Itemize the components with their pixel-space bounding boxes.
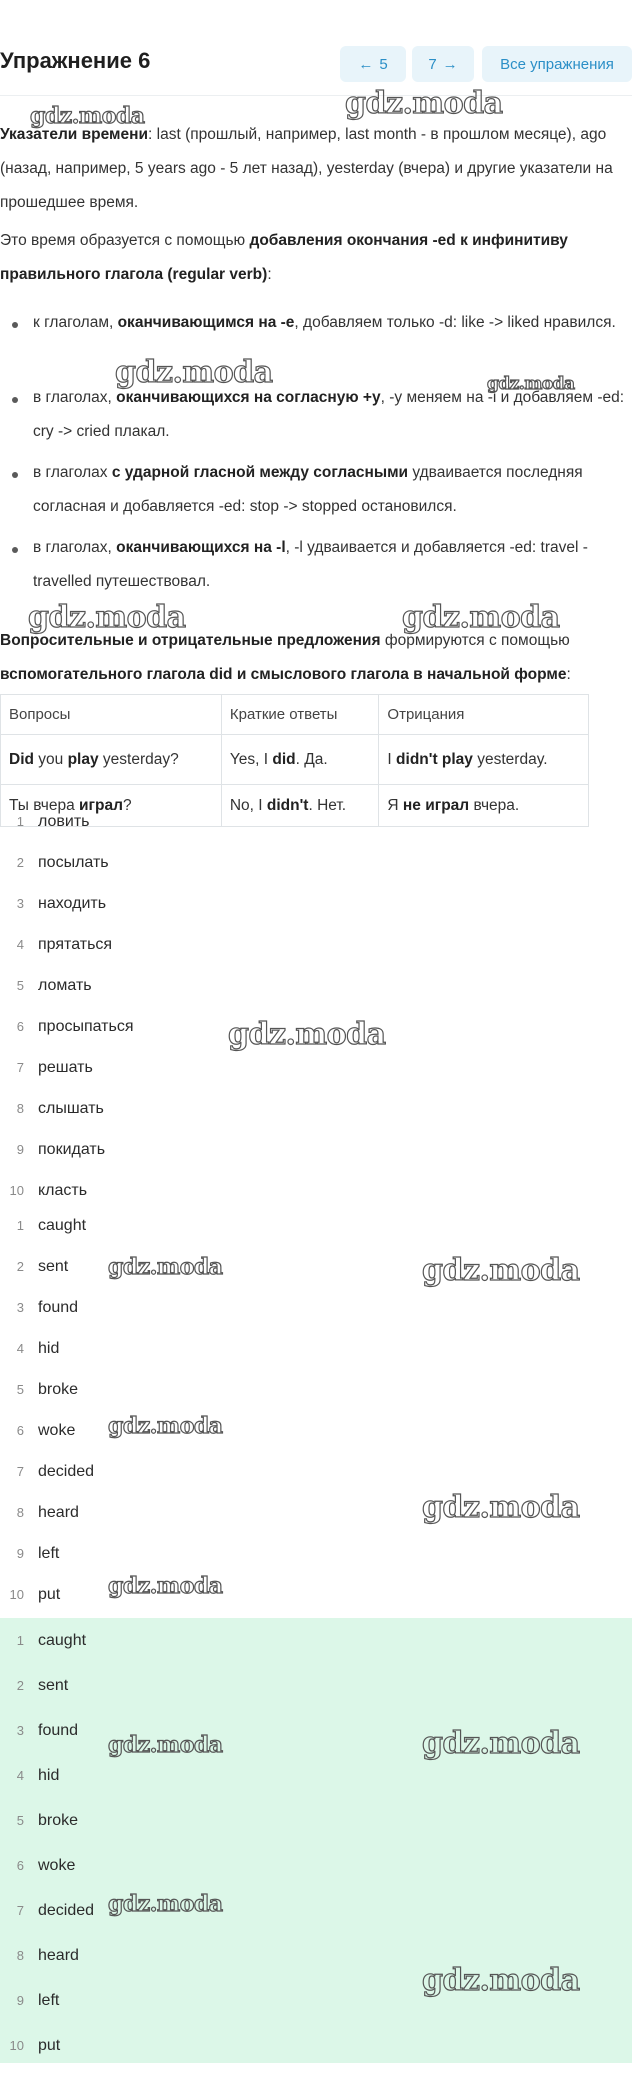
item-word: ломать <box>38 976 92 994</box>
rule-text: в глаголах <box>33 464 112 481</box>
time-markers-text: : last (прошлый, например, last month - в прошлом месяце), ago (назад, например, 5 years ago - 5 лет назад), yesterday (вчера) и другие указатели на прошедшее время. <box>0 126 613 211</box>
list-item <box>0 965 632 1006</box>
watermark: gdz.moda <box>28 600 186 635</box>
item-number: 7 <box>16 1060 24 1075</box>
questions-text: : <box>566 666 571 683</box>
watermark: gdz.moda <box>422 1490 580 1525</box>
cell-text: yesterday? <box>98 750 179 768</box>
item-word: found <box>38 1298 79 1316</box>
watermark: gdz.moda <box>228 1017 386 1052</box>
formation-bold: добавления окончания -ed к инфинитиву правильного глагола (regular verb) <box>0 232 568 283</box>
item-word: broke <box>38 1811 79 1829</box>
all-exercises-button[interactable]: Все упражнения <box>482 46 632 82</box>
table-header-cell: Вопросы <box>1 695 222 735</box>
list-item <box>0 801 632 842</box>
rule-text: , -y меняем на -i и добавляем -ed: cry -> cried плакал. <box>33 389 625 440</box>
list-item <box>0 1205 632 1246</box>
rule-text: в глаголах, <box>33 389 117 406</box>
watermark: gdz.moda <box>402 600 560 635</box>
item-word: просыпаться <box>38 1017 134 1035</box>
list-item <box>0 1287 632 1328</box>
watermark: gdz.moda <box>108 1254 223 1280</box>
item-number: 7 <box>16 1903 24 1918</box>
item-number: 4 <box>16 1768 24 1783</box>
list-item <box>0 1451 632 1492</box>
cell-bold: Did <box>9 750 34 768</box>
list-item <box>0 1574 632 1615</box>
item-number: 10 <box>9 1183 24 1198</box>
list-item <box>0 1047 632 1088</box>
item-number: 5 <box>16 1813 24 1828</box>
cell-text: No, I <box>229 796 267 814</box>
cell-text: . Да. <box>295 750 328 768</box>
item-word: caught <box>38 1631 87 1649</box>
rule-bold: оканчивающихся на согласную +y <box>116 389 381 406</box>
formation-paragraph <box>0 224 626 292</box>
item-number: 3 <box>16 1300 24 1315</box>
watermark: gdz.moda <box>108 1573 223 1599</box>
item-number: 7 <box>16 1464 24 1479</box>
watermark: gdz.moda <box>422 1253 580 1288</box>
rule-text: удваивается последняя согласная и добавляется -ed: stop -> stopped остановился. <box>33 464 583 515</box>
prev-exercise-button[interactable] <box>340 46 406 82</box>
rule-bold: с ударной гласной между согласными <box>111 464 409 481</box>
cell-text: yesterday. <box>472 750 548 768</box>
table-row <box>1 735 589 785</box>
item-number: 1 <box>16 814 24 829</box>
item-number: 2 <box>16 1678 24 1693</box>
rule-text: , -l удваивается и добавляется -ed: travel - travelled путешествовал. <box>33 539 588 590</box>
questions-bold: вспомогательного глагола did и смыслового глагола в начальной форме <box>0 666 567 683</box>
item-word: left <box>38 1544 60 1562</box>
item-number: 5 <box>16 1382 24 1397</box>
list-item <box>0 1328 632 1369</box>
cell-bold: play <box>67 750 99 768</box>
list-item <box>0 883 632 924</box>
answer-item <box>0 1618 632 1663</box>
item-number: 9 <box>16 1993 24 2008</box>
item-word: решать <box>38 1058 93 1076</box>
item-word: decided <box>38 1901 95 1919</box>
cell-text: you <box>33 750 68 768</box>
item-word: ловить <box>38 812 90 830</box>
item-number: 6 <box>16 1423 24 1438</box>
item-word: находить <box>38 894 107 912</box>
cell-bold: didn't <box>266 796 309 814</box>
cell-bold: did <box>272 750 296 768</box>
item-word: hid <box>38 1766 60 1784</box>
cell-text: ? <box>122 796 132 814</box>
item-number: 6 <box>16 1858 24 1873</box>
russian-word-list <box>0 801 632 1211</box>
arrow-left-icon: ← <box>358 55 374 73</box>
rule-bold: оканчивающихся на -l <box>116 539 286 556</box>
arrow-right-icon: → <box>442 55 458 73</box>
cell-bold: didn't play <box>396 750 473 768</box>
list-item <box>0 842 632 883</box>
cell-text: вчера. <box>469 796 520 814</box>
answer-item <box>0 1663 632 1708</box>
item-word: left <box>38 1991 60 2009</box>
bullet-dot <box>12 322 18 328</box>
cell-text: Я <box>387 796 403 814</box>
item-number: 9 <box>16 1546 24 1561</box>
item-number: 6 <box>16 1019 24 1034</box>
item-number: 4 <box>16 937 24 952</box>
item-word: heard <box>38 1503 79 1521</box>
item-number: 2 <box>16 1259 24 1274</box>
cell-text: . Нет. <box>308 796 347 814</box>
item-word: woke <box>38 1856 76 1874</box>
cell-text: I <box>387 750 397 768</box>
answer-item <box>0 1843 632 1888</box>
cell-text: Yes, I <box>229 750 273 768</box>
next-exercise-button[interactable] <box>412 46 474 82</box>
item-word: woke <box>38 1421 76 1439</box>
item-number: 10 <box>9 1587 24 1602</box>
item-word: caught <box>38 1216 87 1234</box>
prev-exercise-label: 5 <box>379 55 388 73</box>
rule-item <box>33 306 626 340</box>
table-cell <box>221 735 379 785</box>
item-word: put <box>38 2036 61 2054</box>
item-number: 1 <box>16 1633 24 1648</box>
bullet-dot <box>12 397 18 403</box>
table-header-cell: Краткие ответы <box>221 695 379 735</box>
table-cell <box>1 735 222 785</box>
rule-item <box>33 456 626 524</box>
item-number: 4 <box>16 1341 24 1356</box>
questions-text: формируются с помощью <box>380 632 570 649</box>
answer-item <box>0 2023 632 2068</box>
item-number: 5 <box>16 978 24 993</box>
watermark: gdz.moda <box>108 1891 223 1917</box>
list-item <box>0 1369 632 1410</box>
questions-bold: Вопросительные и отрицательные предложения <box>0 632 381 649</box>
item-number: 2 <box>16 855 24 870</box>
item-word: посылать <box>38 853 109 871</box>
answer-item <box>0 1798 632 1843</box>
rule-text: , добавляем только -d: like -> liked нравился. <box>294 314 616 331</box>
table-header-cell: Отрицания <box>379 695 589 735</box>
item-word: heard <box>38 1946 79 1964</box>
list-item <box>0 1088 632 1129</box>
watermark: gdz.moda <box>345 86 503 121</box>
bullet-dot <box>12 547 18 553</box>
formation-suffix: : <box>267 266 272 283</box>
time-markers-label: Указатели времени <box>0 126 149 143</box>
watermark: gdz.moda <box>30 103 145 129</box>
item-number: 10 <box>9 2038 24 2053</box>
item-word: слышать <box>38 1099 104 1117</box>
item-word: broke <box>38 1380 79 1398</box>
item-number: 3 <box>16 1723 24 1738</box>
item-word: hid <box>38 1339 60 1357</box>
item-number: 3 <box>16 896 24 911</box>
table-cell <box>379 735 589 785</box>
item-number: 9 <box>16 1142 24 1157</box>
item-word: прятаться <box>38 935 113 953</box>
cell-text: Ты вчера <box>9 796 80 814</box>
watermark: gdz.moda <box>115 355 273 390</box>
bullet-dot <box>12 472 18 478</box>
item-word: покидать <box>38 1140 106 1158</box>
watermark: gdz.moda <box>422 1726 580 1761</box>
item-word: found <box>38 1721 79 1739</box>
list-item <box>0 1129 632 1170</box>
list-item <box>0 1533 632 1574</box>
item-number: 1 <box>16 1218 24 1233</box>
cell-bold: играл <box>79 796 123 814</box>
next-exercise-label: 7 <box>428 55 437 73</box>
answer-item <box>0 1888 632 1933</box>
time-markers-paragraph <box>0 118 626 220</box>
cell-bold: не играл <box>402 796 470 814</box>
formation-prefix: Это время образуется с помощью <box>0 232 250 249</box>
rule-bold: оканчивающимся на -e <box>117 314 295 331</box>
item-word: sent <box>38 1676 69 1694</box>
page-title: Упражнение 6 <box>0 48 151 73</box>
item-word: sent <box>38 1257 69 1275</box>
watermark: gdz.moda <box>422 1963 580 1998</box>
item-number: 8 <box>16 1505 24 1520</box>
exercise-header <box>0 0 632 96</box>
theory-block <box>0 96 632 814</box>
rule-text: в глаголах, <box>33 539 117 556</box>
item-word: put <box>38 1585 61 1603</box>
item-word: класть <box>38 1181 88 1199</box>
table-header-row <box>1 695 589 735</box>
item-number: 8 <box>16 1101 24 1116</box>
watermark: gdz.moda <box>108 1413 223 1439</box>
watermark: gdz.moda <box>108 1732 223 1758</box>
list-item <box>0 1410 632 1451</box>
watermark: gdz.moda <box>487 374 575 394</box>
rule-text: к глаголам, <box>33 314 118 331</box>
rule-item <box>33 531 626 599</box>
item-number: 8 <box>16 1948 24 1963</box>
list-item <box>0 924 632 965</box>
item-word: decided <box>38 1462 95 1480</box>
